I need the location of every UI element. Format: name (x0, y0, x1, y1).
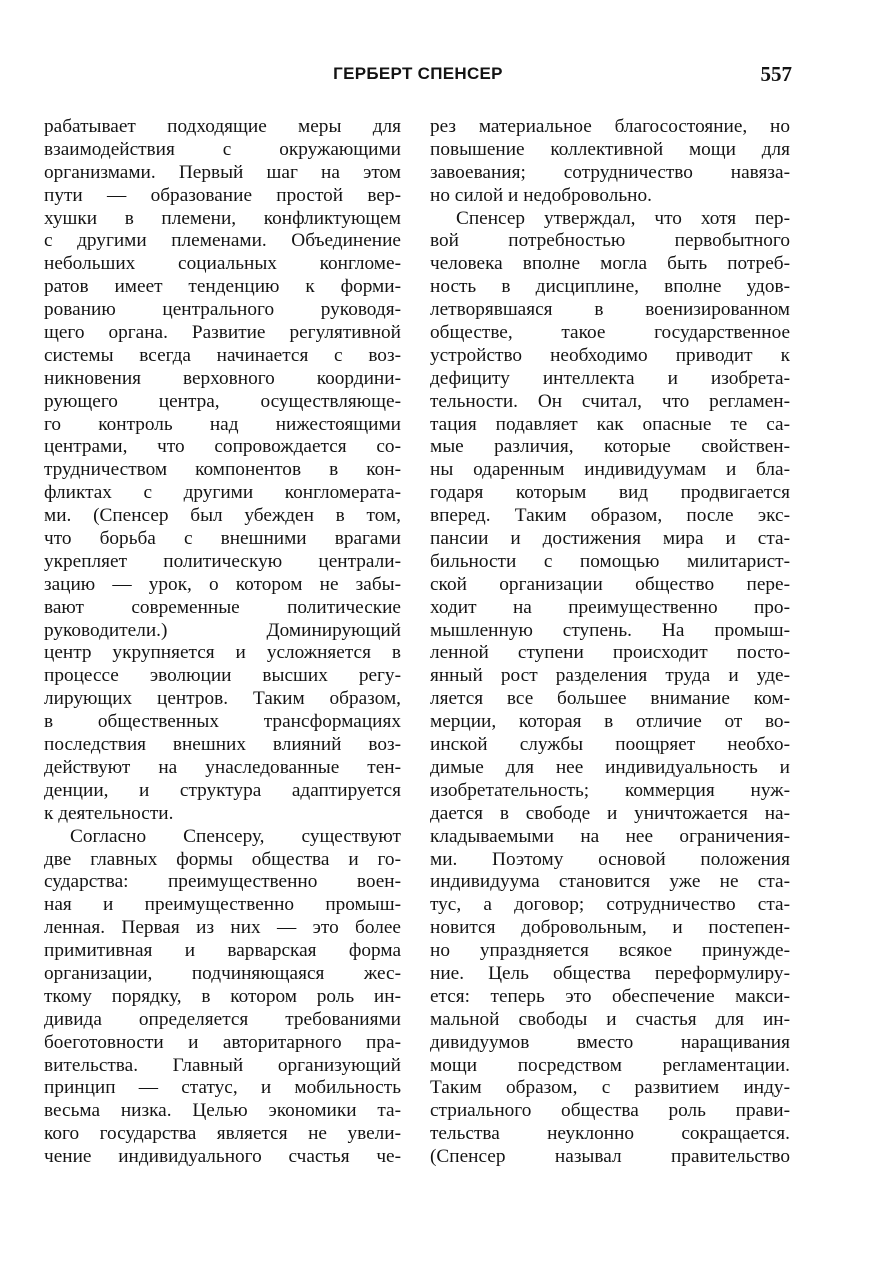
text-line: последствия внешних влияний воз- (44, 734, 401, 756)
text-line: рованию центрального руководя- (44, 299, 401, 321)
text-line: мощи посредством регламентации. (430, 1054, 790, 1076)
text-line: сударства: преимущественно воен- (44, 871, 401, 893)
text-line: мые различия, которые свойствен- (430, 436, 790, 458)
text-line: стриального общества роль прави- (430, 1100, 790, 1122)
page-number: 557 (760, 62, 792, 86)
text-line: две главных формы общества и го- (44, 848, 401, 870)
text-line: хушки в племени, конфликтующем (44, 207, 401, 229)
text-line: завоевания; сотрудничество навяза- (430, 161, 790, 183)
text-line: го контроль над нижестоящими (44, 413, 401, 435)
text-line: боеготовности и авторитарного пра- (44, 1031, 401, 1053)
text-line: новится добровольным, и постепен- (430, 917, 790, 939)
text-line: ляется все большее внимание ком- (430, 688, 790, 710)
text-line: летворявшаяся в военизированном (430, 299, 790, 321)
text-line: ленная. Первая из них — это более (44, 917, 401, 939)
left-column (44, 116, 401, 1169)
text-line: ходит на преимущественно про- (430, 596, 790, 618)
text-line: небольших социальных конгломе- (44, 253, 401, 275)
text-line: ской организации общество пере- (430, 573, 790, 595)
text-line: обществе, такое государственное (430, 322, 790, 344)
text-line: Спенсер утверждал, что хотя пер- (456, 207, 790, 229)
text-line: лирующих центров. Таким образом, (44, 688, 401, 710)
text-line: человека вполне могла быть потреб- (430, 253, 790, 275)
text-line: Согласно Спенсеру, существуют (70, 825, 401, 847)
text-line: мерции, которая в отличие от во- (430, 711, 790, 733)
running-header (44, 64, 792, 92)
text-line: вперед. Таким образом, после экс- (430, 505, 790, 527)
text-line: мальной свободы и счастья для ин- (430, 1008, 790, 1030)
text-line: дефициту интеллекта и изобрета- (430, 367, 790, 389)
text-line: ратов имеет тенденцию к форми- (44, 276, 401, 298)
text-line: янный рост разделения труда и уде- (430, 665, 790, 687)
text-line: с другими племенами. Объединение (44, 230, 401, 252)
text-line: щего органа. Развитие регулятивной (44, 322, 401, 344)
text-line: дается в свободе и уничтожается на- (430, 802, 790, 824)
text-line: пансии и достижения мира и ста- (430, 528, 790, 550)
text-line: ны одаренным индивидуумам и бла- (430, 459, 790, 481)
text-line: ность в дисциплине, вполне удов- (430, 276, 790, 298)
text-line: денции, и структура адаптируется (44, 779, 401, 801)
text-line: рабатывает подходящие меры для (44, 116, 401, 137)
text-line: пути — образование простой вер- (44, 184, 401, 206)
text-line: устройство необходимо приводит к (430, 344, 790, 366)
text-line: что борьба с внешними врагами (44, 528, 401, 550)
text-line: действуют на унаследованные тен- (44, 756, 401, 778)
text-line: ние. Цель общества переформулиру- (430, 962, 790, 984)
text-line: бильности с помощью милитарист- (430, 550, 790, 572)
running-title: ГЕРБЕРТ СПЕНСЕР (333, 64, 503, 83)
text-line: руководители.) Доминирующий (44, 619, 401, 641)
text-line: дивида определяется требованиями (44, 1008, 401, 1030)
text-line: вой потребностью первобытного (430, 230, 790, 252)
right-column (430, 116, 790, 1169)
text-line: вают современные политические (44, 596, 401, 618)
text-line: изобретательность; коммерция нуж- (430, 779, 790, 801)
text-line: примитивная и варварская форма (44, 940, 401, 962)
text-line: весьма низка. Целью экономики та- (44, 1100, 401, 1122)
text-line: фликтах с другими конгломерата- (44, 482, 401, 504)
text-line: центрами, что сопровождается со- (44, 436, 401, 458)
text-line: никновения верховного координи- (44, 367, 401, 389)
text-line: ткому порядку, в котором роль ин- (44, 985, 401, 1007)
text-line: системы всегда начинается с воз- (44, 344, 401, 366)
text-line: тельности. Он считал, что регламен- (430, 390, 790, 412)
text-line: Таким образом, с развитием инду- (430, 1077, 790, 1099)
text-line: зацию — урок, о котором не забы- (44, 573, 401, 595)
text-line: в общественных трансформациях (44, 711, 401, 733)
text-line: рез материальное благосостояние, но (430, 116, 790, 137)
text-line: тус, а договор; сотрудничество ста- (430, 894, 790, 916)
text-line: ми. (Спенсер был убежден в том, (44, 505, 401, 527)
text-line: трудничеством компонентов в кон- (44, 459, 401, 481)
text-line: взаимодействия с окружающими (44, 138, 401, 160)
text-line: годаря которым вид продвигается (430, 482, 790, 504)
text-line: но упраздняется всякое принужде- (430, 940, 790, 962)
text-line: тация подавляет как опасные те са- (430, 413, 790, 435)
text-line: центр укрупняется и усложняется в (44, 642, 401, 664)
text-line: но силой и недобровольно. (430, 184, 652, 206)
text-line: тельства неуклонно сокращается. (430, 1123, 790, 1145)
text-line: ми. Поэтому основой положения (430, 848, 790, 870)
text-line: ется: теперь это обеспечение макси- (430, 985, 790, 1007)
text-line: организмами. Первый шаг на этом (44, 161, 401, 183)
text-line: к деятельности. (44, 802, 174, 824)
text-line: кого государства является не увели- (44, 1123, 401, 1145)
text-line: дивидуумов вместо наращивания (430, 1031, 790, 1053)
text-line: мышленную ступень. На промыш- (430, 619, 790, 641)
text-line: вительства. Главный организующий (44, 1054, 401, 1076)
text-line: (Спенсер называл правительство (430, 1146, 790, 1168)
text-line: укрепляет политическую централи- (44, 550, 401, 572)
text-line: димые для нее индивидуальность и (430, 756, 790, 778)
text-line: чение индивидуального счастья че- (44, 1146, 401, 1168)
text-line: ная и преимущественно промыш- (44, 894, 401, 916)
text-line: принцип — статус, и мобильность (44, 1077, 401, 1099)
text-line: ленной ступени происходит посто- (430, 642, 790, 664)
text-line: процессе эволюции высших регу- (44, 665, 401, 687)
text-line: индивидуума становится уже не ста- (430, 871, 790, 893)
text-line: инской службы поощряет необхо- (430, 734, 790, 756)
text-line: рующего центра, осуществляюще- (44, 390, 401, 412)
text-line: кладываемыми на нее ограничения- (430, 825, 790, 847)
text-line: организации, подчиняющаяся жес- (44, 962, 401, 984)
text-line: повышение коллективной мощи для (430, 138, 790, 160)
